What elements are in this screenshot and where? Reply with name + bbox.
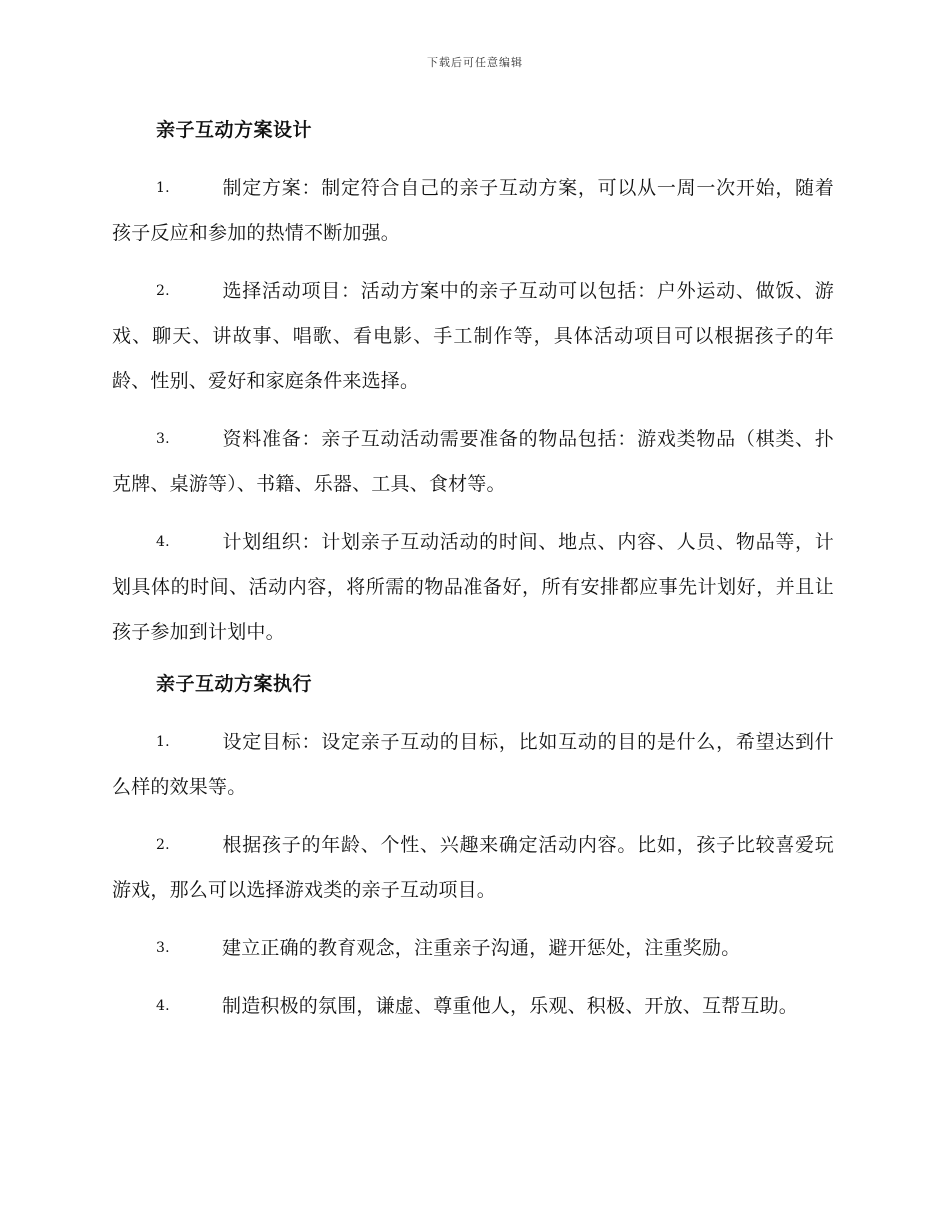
item-text: 建立正确的教育观念，注重亲子沟通，避开惩处，注重奖励。 (222, 937, 741, 959)
item-text: 资料准备：亲子互动活动需要准备的物品包括：游戏类物品（棋类、扑克牌、桌游等）、书籍、乐器、工具、食材等。 (112, 428, 834, 495)
item-number: 3. (156, 431, 170, 447)
page-header: 下载后可任意编辑 (427, 56, 523, 69)
item-number: 3. (156, 940, 170, 956)
item-text: 制造积极的氛围，谦虚、尊重他人，乐观、积极、开放、互帮互助。 (222, 995, 799, 1017)
section-title: 亲子互动方案设计 (156, 119, 313, 141)
list-item (112, 823, 834, 913)
section-title: 亲子互动方案执行 (156, 673, 313, 695)
list-item (112, 520, 834, 655)
item-text: 设定目标：设定亲子互动的目标，比如互动的目的是什么，希望达到什么样的效果等。 (112, 731, 834, 798)
document-body (112, 114, 834, 1042)
item-text: 计划组织：计划亲子互动活动的时间、地点、内容、人员、物品等，计划具体的时间、活动内容，将所需的物品准备好，所有安排都应事先计划好，并且让孩子参加到计划中。 (112, 531, 834, 643)
list-item (112, 926, 834, 971)
item-text: 根据孩子的年龄、个性、兴趣来确定活动内容。比如，孩子比较喜爱玩游戏，那么可以选择游戏类的亲子互动项目。 (112, 834, 834, 901)
item-number: 4. (156, 534, 170, 550)
item-text: 选择活动项目：活动方案中的亲子互动可以包括：户外运动、做饭、游戏、聊天、讲故事、唱歌、看电影、手工制作等，具体活动项目可以根据孩子的年龄、性别、爱好和家庭条件来选择。 (112, 280, 834, 392)
list-item (112, 269, 834, 404)
section-design (112, 114, 834, 655)
list-item (112, 984, 834, 1029)
list-item (112, 720, 834, 810)
item-number: 2. (156, 837, 170, 853)
item-number: 1. (156, 180, 170, 196)
list-item (112, 417, 834, 507)
item-number: 2. (156, 283, 170, 299)
item-text: 制定方案：制定符合自己的亲子互动方案，可以从一周一次开始，随着孩子反应和参加的热情不断加强。 (112, 177, 834, 244)
list-item (112, 166, 834, 256)
item-number: 1. (156, 734, 170, 750)
item-number: 4. (156, 998, 170, 1014)
section-execution (112, 668, 834, 1029)
